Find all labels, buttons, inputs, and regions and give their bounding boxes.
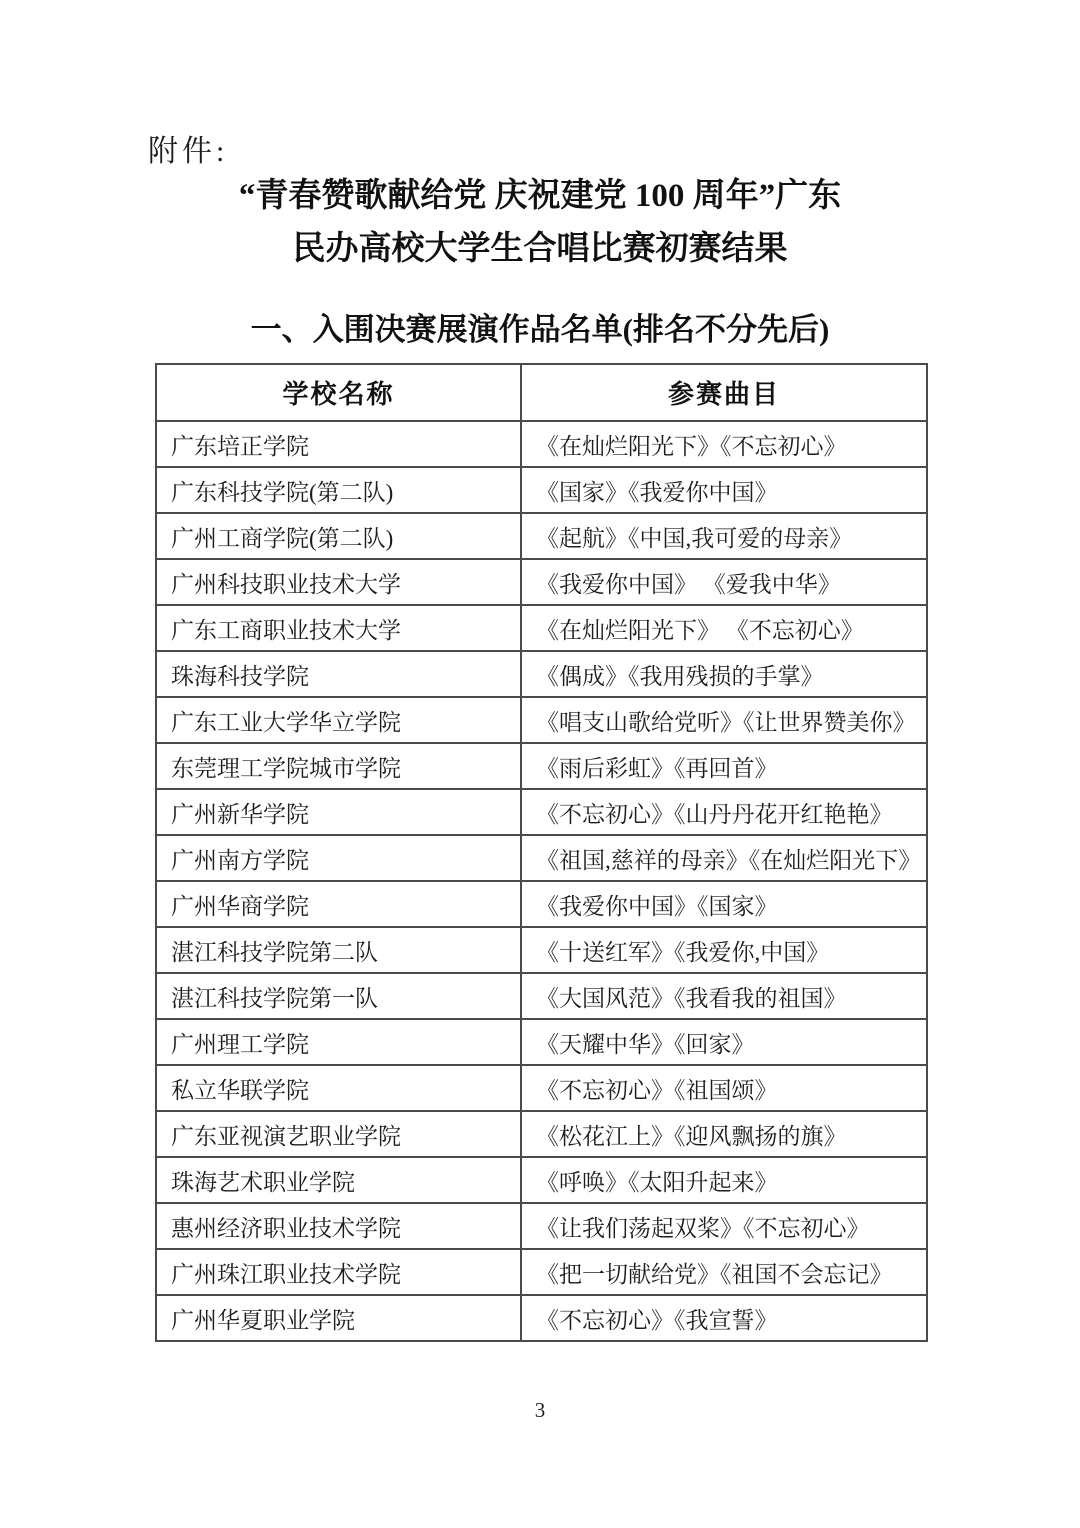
table-row [156,467,927,513]
songs-cell: 《让我们荡起双桨》《不忘初心》 [521,1203,927,1249]
page-number: 3 [534,1398,546,1422]
songs-cell: 《不忘初心》《我宣誓》 [521,1295,927,1341]
table-row [156,835,927,881]
table-row [156,1295,927,1341]
school-name-cell: 广州理工学院 [156,1019,521,1065]
table-row [156,789,927,835]
school-name-cell: 广东工商职业技术大学 [156,605,521,651]
songs-cell: 《在灿烂阳光下》《不忘初心》 [521,421,927,467]
songs-cell: 《不忘初心》《祖国颂》 [521,1065,927,1111]
table-row [156,881,927,927]
songs-cell: 《偶成》《我用残损的手掌》 [521,651,927,697]
school-name-cell: 广州华商学院 [156,881,521,927]
school-name-cell: 广州新华学院 [156,789,521,835]
document-title [0,170,1080,276]
school-name-cell: 湛江科技学院第二队 [156,927,521,973]
table-row [156,1019,927,1065]
table-header-row [156,364,927,421]
songs-cell: 《我爱你中国》《国家》 [521,881,927,927]
songs-cell: 《国家》《我爱你中国》 [521,467,927,513]
table-row [156,1065,927,1111]
school-name-cell: 珠海科技学院 [156,651,521,697]
table-row [156,513,927,559]
table-row [156,973,927,1019]
songs-cell: 《不忘初心》《山丹丹花开红艳艳》 [521,789,927,835]
results-table [155,363,928,1342]
table-row [156,1203,927,1249]
school-name-cell: 广州华夏职业学院 [156,1295,521,1341]
table-row [156,927,927,973]
school-name-cell: 广东亚视演艺职业学院 [156,1111,521,1157]
table-row [156,605,927,651]
songs-cell: 《我爱你中国》 《爱我中华》 [521,559,927,605]
table-row [156,743,927,789]
school-name-cell: 珠海艺术职业学院 [156,1157,521,1203]
document-title-line1: “青春赞歌献给党 庆祝建党 100 周年”广东 [238,178,842,214]
songs-cell: 《唱支山歌给党听》《让世界赞美你》 [521,697,927,743]
school-name-cell: 广州珠江职业技术学院 [156,1249,521,1295]
songs-cell: 《祖国,慈祥的母亲》《在灿烂阳光下》 [521,835,927,881]
table-row [156,1157,927,1203]
table-row [156,697,927,743]
document-title-line2: 民办高校大学生合唱比赛初赛结果 [292,231,788,267]
school-name-cell: 广东科技学院(第二队) [156,467,521,513]
songs-cell: 《大国风范》《我看我的祖国》 [521,973,927,1019]
table-row [156,1111,927,1157]
songs-cell: 《十送红军》《我爱你,中国》 [521,927,927,973]
songs-cell: 《松花江上》《迎风飘扬的旗》 [521,1111,927,1157]
school-name-cell: 广州工商学院(第二队) [156,513,521,559]
table-row [156,421,927,467]
school-name-cell: 广东培正学院 [156,421,521,467]
school-name-header: 学校名称 [156,364,521,421]
songs-cell: 《起航》《中国,我可爱的母亲》 [521,513,927,559]
school-name-cell: 广东工业大学华立学院 [156,697,521,743]
songs-cell: 《呼唤》《太阳升起来》 [521,1157,927,1203]
table-row [156,1249,927,1295]
songs-cell: 《把一切献给党》《祖国不会忘记》 [521,1249,927,1295]
section-heading: 一、入围决赛展演作品名单(排名不分先后) [250,312,830,347]
table-row [156,651,927,697]
songs-cell: 《雨后彩虹》《再回首》 [521,743,927,789]
school-name-cell: 惠州经济职业技术学院 [156,1203,521,1249]
school-name-cell: 广州南方学院 [156,835,521,881]
songs-cell: 《在灿烂阳光下》 《不忘初心》 [521,605,927,651]
school-name-cell: 东莞理工学院城市学院 [156,743,521,789]
results-table-body [156,421,927,1341]
school-name-cell: 湛江科技学院第一队 [156,973,521,1019]
table-row [156,559,927,605]
attachment-label: 附件: [148,135,229,168]
songs-cell: 《天耀中华》《回家》 [521,1019,927,1065]
school-name-cell: 私立华联学院 [156,1065,521,1111]
school-name-cell: 广州科技职业技术大学 [156,559,521,605]
songs-header: 参赛曲目 [521,364,927,421]
